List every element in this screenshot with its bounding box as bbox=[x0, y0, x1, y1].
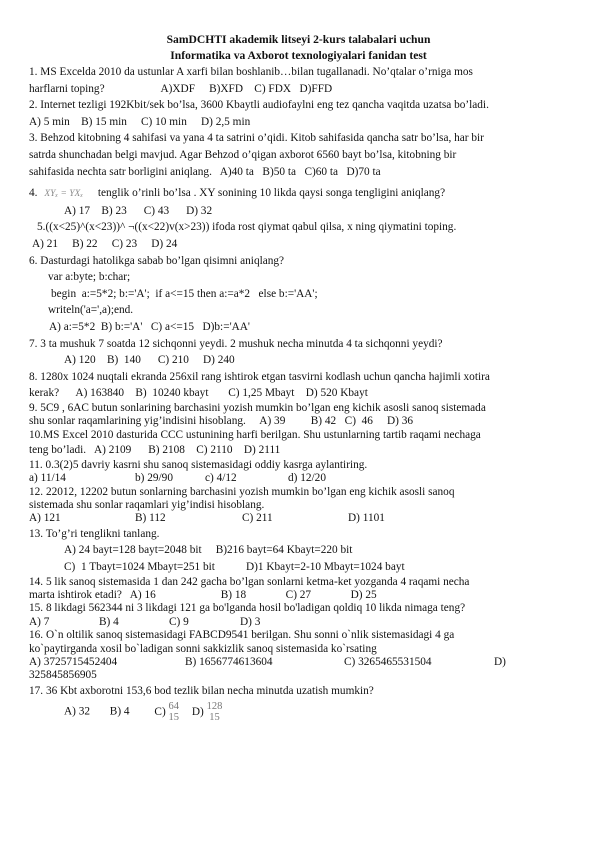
question-6: 6. Dasturdagi hatolikga sabab bo’lgan qisimni aniqlang? bbox=[29, 254, 285, 267]
question-3-cont: satrda shunchadan belgi mavjud. Agar Behzod o’qigan axborot 6560 bayt bo’lsa, kitobning bir bbox=[29, 148, 457, 161]
question-16: 16. O`n oltilik sanoq sistemasidagi FABCD9541 berilgan. Shu sonni o`nlik sistemasidagi 4 ga bbox=[29, 629, 455, 642]
q17-option-c-label: C) bbox=[154, 705, 166, 718]
question-10: 10.MS Excel 2010 dasturida CCC ustunining harfi berilgan. Shu ustunlarning tartib raqami nechaga bbox=[29, 428, 481, 441]
q16-option-d: D) bbox=[494, 655, 506, 668]
code-line-2: begin a:=5*2; b:='A'; if a<=15 then a:=a*2 else b:='AA'; bbox=[51, 287, 318, 300]
code-line-1: var a:byte; b:char; bbox=[48, 271, 131, 284]
question-4-text: tenglik o’rinli bo’lsa . XY sonining 10 likda qaysi songa tengligini aniqlang? bbox=[97, 187, 446, 200]
question-8: 8. 1280x 1024 nuqtali ekranda 256xil rang ishtirok etgan tasvirni kodlash uchun qancha hajimli xotira bbox=[29, 370, 490, 383]
question-1-options: harflarni toping? A)XDF B)XFD C) FDX D)FFD bbox=[29, 82, 333, 95]
q15-option-d: D) 3 bbox=[240, 615, 261, 628]
question-5-options: A) 21 B) 22 C) 23 D) 24 bbox=[32, 237, 178, 250]
question-7-options: A) 120 B) 140 C) 210 D) 240 bbox=[64, 354, 235, 367]
question-9: 9. 5C9 , 6AC butun sonlarining barchasini yozish mumkin bo’lgan eng kichik asosli sanoq sistemada bbox=[29, 401, 486, 414]
q17-d-numerator: 128 bbox=[206, 701, 223, 713]
question-4-number: 4. bbox=[29, 187, 38, 200]
question-10-options: teng bo’ladi. A) 2109 B) 2108 C) 2110 D) 2111 bbox=[29, 444, 281, 457]
header-line-1: SamDCHTI akademik litseyi 2-kurs talabalari uchun bbox=[166, 33, 431, 46]
question-11-options bbox=[29, 472, 568, 485]
q17-d-denominator: 15 bbox=[209, 712, 220, 724]
question-7: 7. 3 ta mushuk 7 soatda 12 sichqonni yeydi. 2 mushuk necha minutda 4 ta sichqonni yeydi? bbox=[29, 337, 443, 350]
q12-option-d: D) 1101 bbox=[348, 512, 385, 525]
code-line-3: writeln('a=',a);end. bbox=[48, 304, 134, 317]
question-13-options-cd: C) 1 Tbayt=1024 Mbayt=251 bit D)1 Kbayt=2-10 Mbayt=1024 bayt bbox=[64, 560, 405, 573]
q15-option-c: C) 9 bbox=[169, 615, 189, 628]
question-17: 17. 36 Kbt axborotni 153,6 bod tezlik bilan necha minutda uzatish mumkin? bbox=[29, 684, 374, 697]
question-17-options bbox=[29, 701, 568, 723]
question-14: 14. 5 lik sanoq sistemasida 1 dan 242 gacha bo’lgan sonlarni ketma-ket yozganda 4 raqami necha bbox=[29, 575, 470, 588]
question-4-formula: XYₓ = YXₓ bbox=[44, 189, 84, 200]
question-15: 15. 8 likdagi 562344 ni 3 likdagi 121 ga bo'lganda hosil bo'ladigan qoldiq 10 likda nimaga teng? bbox=[29, 602, 466, 615]
q17-option-d-label: D) bbox=[191, 705, 204, 718]
question-8-options: kerak? A) 163840 B) 10240 kbayt C) 1,25 Mbayt D) 520 Kbayt bbox=[29, 387, 368, 400]
q11-option-d: d) 12/20 bbox=[288, 472, 326, 485]
q12-option-a: A) 121 bbox=[29, 512, 61, 525]
q12-option-c: C) 211 bbox=[242, 512, 273, 525]
header-line-2: Informatika va Axborot texnologiyalari fanidan test bbox=[170, 49, 427, 62]
question-5: 5.((x<25)^(x<23))^ ¬((x<22)v(x>23)) ifoda rost qiymat qabul qilsa, x ning qiymatini toping. bbox=[37, 221, 457, 234]
question-3-options: sahifasida nechta satr borligini aniqlang. A)40 ta B)50 ta C)60 ta D)70 ta bbox=[29, 165, 381, 178]
q17-c-numerator: 64 bbox=[168, 701, 180, 713]
question-4-options: A) 17 B) 23 C) 43 D) 32 bbox=[64, 204, 213, 217]
question-12-cont: sistemada shu sonlar raqamlari yig’indisi hisoblang. bbox=[29, 498, 265, 511]
q11-option-b: b) 29/90 bbox=[135, 472, 173, 485]
q17-options-ab: A) 32 B) 4 bbox=[64, 705, 130, 718]
q16-option-a: A) 3725715452404 bbox=[29, 655, 118, 668]
q12-option-b: B) 112 bbox=[135, 512, 166, 525]
q17-option-c-fraction bbox=[169, 701, 180, 723]
question-3: 3. Behzod kitobning 4 sahifasi va yana 4 ta satrini o’qidi. Kitob sahifasida qancha satr bo’lsa, har bir bbox=[29, 132, 484, 145]
question-2: 2. Internet tezligi 192Kbit/sek bo’lsa, 3600 Kbaytli audiofaylni eng tez qancha vaqitda uzatsa bo’ladi. bbox=[29, 99, 489, 112]
question-6-options: A) a:=5*2 B) b:='A' C) a<=15 D)b:='AA' bbox=[49, 320, 250, 333]
question-4 bbox=[29, 185, 568, 203]
question-11: 11. 0.3(2)5 davriy kasrni shu sanoq sistemasidagi oddiy kasrga aylantiring. bbox=[29, 458, 368, 471]
q16-option-c: C) 3265465531504 bbox=[344, 655, 432, 668]
question-14-options: marta ishtirok etadi? A) 16 B) 18 C) 27 D) 25 bbox=[29, 588, 377, 601]
question-12-options bbox=[29, 512, 568, 525]
question-9-options: shu sonlar raqamlarining yig’indisini hisoblang. A) 39 B) 42 C) 46 D) 36 bbox=[29, 415, 414, 428]
q11-option-c: c) 4/12 bbox=[205, 472, 237, 485]
q11-option-a: a) 11/14 bbox=[29, 472, 66, 485]
question-15-options bbox=[29, 616, 568, 629]
question-16-cont: ko`paytirganda xosil bo`ladigan sonni sakkizlik sanoq sistemasida ko`rsating bbox=[29, 642, 377, 655]
q15-option-b: B) 4 bbox=[99, 615, 119, 628]
q17-option-d-fraction bbox=[207, 701, 223, 723]
question-16-options bbox=[29, 656, 568, 669]
question-13: 13. To’g’ri tenglikni tanlang. bbox=[29, 527, 160, 540]
q15-option-a: A) 7 bbox=[29, 615, 50, 628]
question-2-options: A) 5 min B) 15 min C) 10 min D) 2,5 min bbox=[29, 115, 251, 128]
q16-option-b: B) 1656774613604 bbox=[185, 655, 273, 668]
question-13-options-ab: A) 24 bayt=128 bayt=2048 bit B)216 bayt=64 Kbayt=220 bit bbox=[64, 544, 353, 557]
q17-c-denominator: 15 bbox=[168, 712, 180, 724]
question-1: 1. MS Excelda 2010 da ustunlar A xarfi bilan boshlanib…bilan tugallanadi. No’qtalar o’rniga mos bbox=[29, 66, 473, 78]
question-12: 12. 22012, 12202 butun sonlarning barchasini yozish mumkin bo’lgan eng kichik asosli sanoq bbox=[29, 485, 455, 498]
question-16-option-d-value: 325845856905 bbox=[29, 669, 97, 682]
